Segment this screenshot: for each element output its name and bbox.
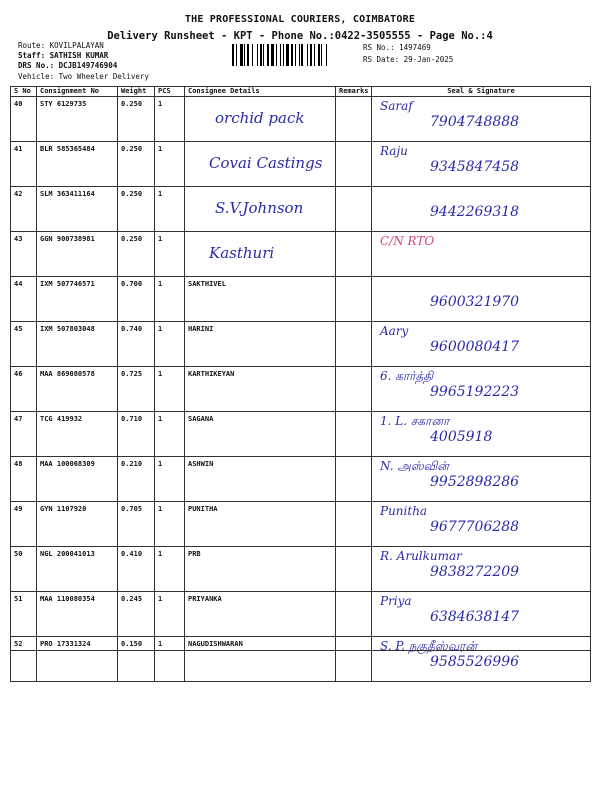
barcode-bar	[257, 44, 258, 66]
cell-remarks	[336, 322, 372, 367]
cell-signature	[372, 322, 591, 367]
signature-phone: 9600080417	[430, 339, 520, 355]
cell-pcs: 1	[155, 232, 185, 277]
cell-signature	[372, 97, 591, 142]
table-row	[11, 142, 591, 187]
rs-date: RS Date: 29-Jan-2025	[363, 55, 454, 64]
signature-phone: 9600321970	[430, 294, 520, 310]
table-row	[11, 322, 591, 367]
consignee-name: ASHWIN	[188, 460, 214, 468]
table-row	[11, 187, 591, 232]
col-header: Remarks	[336, 87, 372, 97]
barcode-bar	[291, 44, 293, 66]
cell-weight: 0.250	[118, 142, 155, 187]
cell-pcs: 1	[155, 367, 185, 412]
cell-consignment: GGN 900738981	[37, 232, 118, 277]
cell-sno: 44	[11, 277, 37, 322]
table-row	[11, 412, 591, 457]
company-title: THE PROFESSIONAL COURIERS, COIMBATORE	[184, 14, 416, 25]
cell-signature	[372, 277, 591, 322]
signature-text: Aary	[380, 324, 409, 338]
cell-sno: 41	[11, 142, 37, 187]
cell-consignment: NGL 200041013	[37, 547, 118, 592]
cell-consignment: SLM 363411164	[37, 187, 118, 232]
cell-pcs: 1	[155, 412, 185, 457]
runsheet-subtitle: Delivery Runsheet - KPT - Phone No.:0422-3505555 - Page No.:4	[107, 30, 493, 42]
consignee-name: SAKTHIVEL	[188, 280, 226, 288]
cell-consignee	[185, 547, 336, 592]
cell-remarks	[336, 637, 372, 682]
cell-signature	[372, 502, 591, 547]
consignee-name: HARINI	[188, 325, 214, 333]
barcode-bar	[236, 44, 237, 66]
cell-sno: 47	[11, 412, 37, 457]
barcode-bar	[301, 44, 303, 66]
cell-weight: 0.410	[118, 547, 155, 592]
barcode-bar	[271, 44, 274, 66]
cell-consignment: BLR 585365484	[37, 142, 118, 187]
table-row	[11, 502, 591, 547]
barcode-bar	[263, 44, 264, 66]
barcode-bar	[244, 44, 245, 66]
cell-remarks	[336, 97, 372, 142]
signature-phone: 4005918	[430, 429, 493, 445]
signature-phone: 9585526996	[430, 654, 520, 670]
handwritten-consignee: S.V.Johnson	[215, 199, 304, 217]
cell-pcs: 1	[155, 97, 185, 142]
cell-consignment: MAA 110080354	[37, 592, 118, 637]
cell-consignment: STY 6129735	[37, 97, 118, 142]
cell-consignment: MAA 100068309	[37, 457, 118, 502]
col-header: Consignment No	[37, 87, 118, 97]
cell-weight: 0.245	[118, 592, 155, 637]
table-row	[11, 277, 591, 322]
cell-consignee	[185, 232, 336, 277]
cell-consignee	[185, 322, 336, 367]
cell-consignee	[185, 142, 336, 187]
table-row	[11, 457, 591, 502]
cell-weight: 0.250	[118, 232, 155, 277]
consignee-name: PUNITHA	[188, 505, 218, 513]
handwritten-consignee: Kasthuri	[209, 244, 275, 262]
signature-text: 1. L. சகானா	[380, 414, 450, 428]
consignee-name: PRIYANKA	[188, 595, 222, 603]
signature-text: Raju	[380, 144, 408, 158]
cell-pcs: 1	[155, 322, 185, 367]
signature-phone: 7904748888	[430, 114, 520, 130]
bottom-rule	[10, 650, 590, 651]
signature-text: N. அஸ்வின்	[380, 459, 449, 473]
col-header: Consignee Details	[185, 87, 336, 97]
barcode-bar	[283, 44, 284, 66]
cell-consignee	[185, 277, 336, 322]
barcode-bar	[247, 44, 249, 66]
barcode-bar	[310, 44, 312, 66]
barcode-bar	[267, 44, 269, 66]
barcode	[232, 44, 354, 66]
table-row	[11, 547, 591, 592]
cell-pcs: 1	[155, 547, 185, 592]
signature-phone: 6384638147	[430, 609, 520, 625]
cell-consignment: IXM 507746571	[37, 277, 118, 322]
cell-pcs: 1	[155, 142, 185, 187]
cell-consignment: TCG 419932	[37, 412, 118, 457]
cell-sno: 48	[11, 457, 37, 502]
signature-text: R. Arulkumar	[380, 549, 462, 563]
handwritten-consignee: Covai Castings	[209, 154, 323, 172]
cell-signature	[372, 367, 591, 412]
cell-sno: 40	[11, 97, 37, 142]
cell-consignment: MAA 869080578	[37, 367, 118, 412]
cell-signature	[372, 412, 591, 457]
cell-consignee	[185, 367, 336, 412]
barcode-bar	[314, 44, 315, 66]
col-header: Weight	[118, 87, 155, 97]
cell-sno: 49	[11, 502, 37, 547]
cell-remarks	[336, 412, 372, 457]
cell-signature	[372, 232, 591, 277]
cell-consignment: GYN 1107920	[37, 502, 118, 547]
table-row	[11, 637, 591, 682]
cell-consignee	[185, 97, 336, 142]
cell-signature	[372, 547, 591, 592]
barcode-bar	[326, 44, 327, 66]
signature-phone: 9965192223	[430, 384, 520, 400]
table-header-row	[11, 87, 591, 97]
signature-text: 6. கார்த்தி	[380, 369, 434, 383]
col-header: S No	[11, 87, 37, 97]
cell-pcs: 1	[155, 637, 185, 682]
consignee-name: NAGUDISHWARAN	[188, 640, 243, 648]
route-label: Route: KOVILPALAYAN	[18, 41, 104, 50]
cell-pcs: 1	[155, 277, 185, 322]
barcode-bar	[318, 44, 320, 66]
cell-signature	[372, 142, 591, 187]
barcode-bar	[232, 44, 234, 66]
cell-sno: 52	[11, 637, 37, 682]
consignee-name: KARTHIKEYAN	[188, 370, 235, 378]
signature-phone: 9838272209	[430, 564, 520, 580]
cell-weight: 0.700	[118, 277, 155, 322]
vehicle-label: Vehicle: Two Wheeler Delivery	[18, 72, 149, 81]
cell-consignee	[185, 592, 336, 637]
signature-text: Priya	[380, 594, 412, 608]
barcode-bar	[286, 44, 289, 66]
cell-sno: 51	[11, 592, 37, 637]
table-row	[11, 97, 591, 142]
consignee-name: SAGANA	[188, 415, 214, 423]
signature-phone: 9345847458	[430, 159, 520, 175]
cell-pcs: 1	[155, 187, 185, 232]
cell-consignee	[185, 412, 336, 457]
cell-remarks	[336, 142, 372, 187]
cell-weight: 0.150	[118, 637, 155, 682]
signature-text: C/N RTO	[380, 234, 435, 248]
signature-phone: 9952898286	[430, 474, 520, 490]
signature-text: Saraf	[380, 99, 413, 113]
cell-consignment: PRO 17331324	[37, 637, 118, 682]
barcode-bar	[276, 44, 277, 66]
cell-sno: 42	[11, 187, 37, 232]
cell-weight: 0.705	[118, 502, 155, 547]
barcode-bar	[299, 44, 300, 66]
cell-pcs: 1	[155, 502, 185, 547]
cell-remarks	[336, 367, 372, 412]
cell-weight: 0.250	[118, 97, 155, 142]
cell-consignment: IXM 507803048	[37, 322, 118, 367]
cell-signature	[372, 592, 591, 637]
cell-pcs: 1	[155, 457, 185, 502]
table-row	[11, 367, 591, 412]
rs-number: RS No.: 1497469	[363, 43, 431, 52]
signature-phone: 9442269318	[430, 204, 520, 220]
table-row	[11, 592, 591, 637]
cell-consignee	[185, 187, 336, 232]
barcode-bar	[240, 44, 243, 66]
barcode-bar	[260, 44, 262, 66]
handwritten-consignee: orchid pack	[215, 109, 305, 127]
signature-text: S. P. நகுதீஸ்வரன்	[380, 639, 478, 653]
barcode-bar	[295, 44, 296, 66]
signature-text: Punitha	[380, 504, 428, 518]
barcode-bar	[280, 44, 281, 66]
cell-remarks	[336, 187, 372, 232]
cell-sno: 43	[11, 232, 37, 277]
cell-weight: 0.210	[118, 457, 155, 502]
cell-remarks	[336, 547, 372, 592]
cell-sno: 46	[11, 367, 37, 412]
barcode-bar	[252, 44, 253, 66]
drs-label: DRS No.: DCJB149746904	[18, 61, 118, 70]
staff-label: Staff: SATHISH KUMAR	[18, 51, 109, 60]
cell-remarks	[336, 502, 372, 547]
cell-consignee	[185, 502, 336, 547]
cell-weight: 0.725	[118, 367, 155, 412]
cell-pcs: 1	[155, 592, 185, 637]
cell-signature	[372, 457, 591, 502]
consignee-name: PRB	[188, 550, 201, 558]
runsheet-table	[10, 86, 591, 682]
cell-sno: 50	[11, 547, 37, 592]
cell-remarks	[336, 592, 372, 637]
cell-consignee	[185, 637, 336, 682]
cell-weight: 0.250	[118, 187, 155, 232]
cell-remarks	[336, 277, 372, 322]
cell-consignee	[185, 457, 336, 502]
cell-remarks	[336, 457, 372, 502]
cell-weight: 0.740	[118, 322, 155, 367]
table-row	[11, 232, 591, 277]
col-header: PCS	[155, 87, 185, 97]
cell-remarks	[336, 232, 372, 277]
signature-phone: 9677706288	[430, 519, 520, 535]
cell-signature	[372, 187, 591, 232]
cell-signature	[372, 637, 591, 682]
cell-sno: 45	[11, 322, 37, 367]
cell-weight: 0.710	[118, 412, 155, 457]
barcode-bar	[321, 44, 322, 66]
col-header: Seal & Signature	[372, 87, 591, 97]
barcode-bar	[307, 44, 308, 66]
